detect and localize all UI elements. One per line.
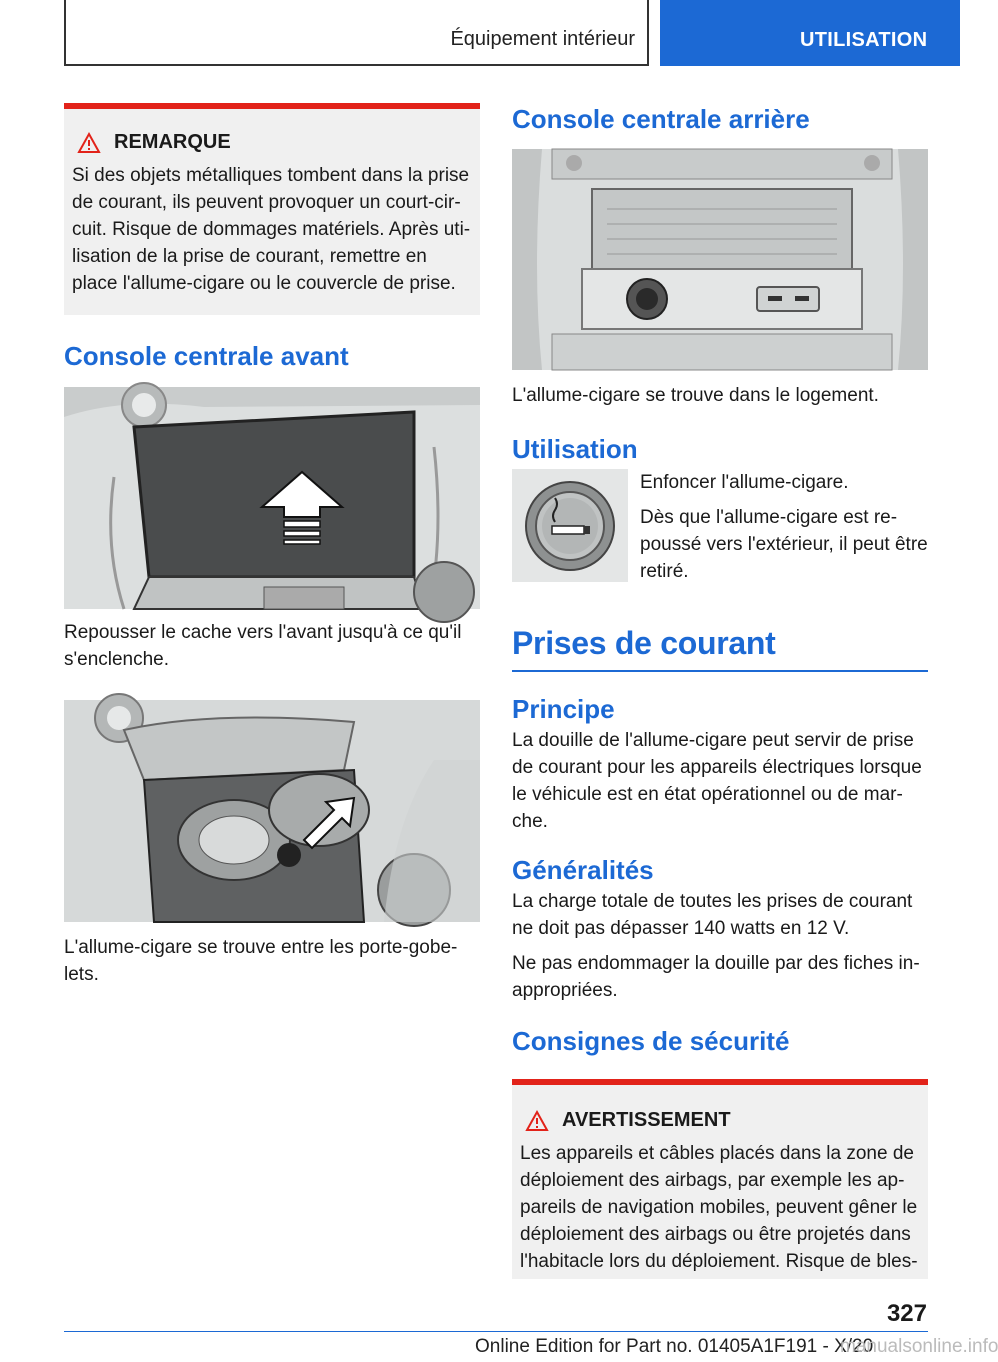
warning-header bbox=[520, 1109, 920, 1132]
left-column bbox=[64, 103, 480, 988]
warning-title: AVERTISSEMENT bbox=[562, 1109, 731, 1131]
usage-line: Dès que l'allume-cigare est re‐ bbox=[640, 507, 898, 528]
note-box bbox=[64, 103, 480, 315]
warning-line: déploiement des airbags ou être projetés dans bbox=[520, 1224, 911, 1245]
warning-text bbox=[520, 1140, 920, 1275]
lighter-image bbox=[512, 469, 628, 582]
usage-text bbox=[640, 469, 928, 585]
principle-line: La douille de l'allume-cigare peut servir de prise bbox=[512, 730, 914, 751]
heading-rule bbox=[512, 670, 928, 672]
note-line: cuit. Risque de dommages matériels. Après uti‐ bbox=[72, 219, 471, 240]
warning-line: Les appareils et câbles placés dans la zone de bbox=[520, 1143, 914, 1164]
sockets-heading: Prises de courant bbox=[512, 625, 776, 661]
note-text bbox=[72, 162, 472, 297]
front-console-cupholder-image bbox=[64, 700, 480, 922]
general-heading: Généralités bbox=[512, 855, 654, 885]
note-title: REMARQUE bbox=[114, 131, 231, 153]
header-section-box bbox=[64, 0, 649, 66]
page-number: 327 bbox=[886, 1300, 927, 1327]
general-line: Ne pas endommager la douille par des fiches in‐ bbox=[512, 953, 920, 974]
general-text-1 bbox=[512, 888, 928, 942]
warning-line: l'habitacle lors du déploiement. Risque de bles‐ bbox=[520, 1251, 918, 1272]
general-line: appropriées. bbox=[512, 980, 618, 1001]
principle-heading: Principe bbox=[512, 694, 615, 724]
note-line: Si des objets métalliques tombent dans la prise bbox=[72, 165, 470, 186]
cupholder-illustration bbox=[64, 700, 480, 922]
caption-line: s'enclenche. bbox=[64, 649, 170, 670]
cigarette-lighter-icon bbox=[522, 478, 618, 574]
footer-edition: Online Edition for Part no. 01405A1F191 - X/20 bbox=[475, 1336, 874, 1357]
footer-watermark: manualsonline.info bbox=[840, 1336, 998, 1357]
principle-line: de courant pour les appareils électriques lorsque bbox=[512, 757, 922, 778]
caption-line: Repousser le cache vers l'avant jusqu'à ce qu'il bbox=[64, 622, 462, 643]
front-console-cover-image bbox=[64, 387, 480, 609]
rear-console-heading: Console centrale arrière bbox=[512, 104, 810, 134]
principle-line: le véhicule est en état opérationnel ou de mar‐ bbox=[512, 784, 903, 805]
note-line: lisation de la prise de courant, remettre en bbox=[72, 246, 427, 267]
warning-line: pareils de navigation mobiles, peuvent gêner le bbox=[520, 1197, 918, 1218]
usage-line: poussé vers l'extérieur, il peut être bbox=[640, 534, 928, 555]
warning-triangle-icon bbox=[78, 133, 100, 153]
rear-caption: L'allume-cigare se trouve dans le logement. bbox=[512, 385, 879, 406]
principle-text bbox=[512, 727, 928, 835]
usage-line: retiré. bbox=[640, 561, 689, 582]
usage-block bbox=[512, 469, 928, 585]
footer-rule bbox=[64, 1331, 928, 1332]
usage-line: Enfoncer l'allume-cigare. bbox=[640, 472, 849, 493]
principle-line: che. bbox=[512, 811, 548, 832]
general-line: La charge totale de toutes les prises de courant bbox=[512, 891, 913, 912]
front-console-heading: Console centrale avant bbox=[64, 341, 349, 371]
note-line: place l'allume-cigare ou le couvercle de prise. bbox=[72, 273, 456, 294]
note-line: de courant, ils peuvent provoquer un court-cir‐ bbox=[72, 192, 461, 213]
console-cover-illustration bbox=[64, 387, 480, 609]
caption-line: L'allume-cigare se trouve entre les porte-gobe‐ bbox=[64, 937, 458, 958]
right-column bbox=[512, 104, 928, 1279]
usage-heading: Utilisation bbox=[512, 434, 638, 464]
header-chapter-title: UTILISATION bbox=[800, 29, 928, 51]
front-caption-2 bbox=[64, 934, 480, 988]
rear-console-illustration bbox=[512, 149, 928, 370]
note-header bbox=[72, 131, 472, 154]
header-section-title: Équipement intérieur bbox=[450, 28, 635, 50]
caption-line: lets. bbox=[64, 964, 99, 985]
warning-box bbox=[512, 1079, 928, 1279]
rear-console-image bbox=[512, 149, 928, 370]
general-line: ne doit pas dépasser 140 watts en 12 V. bbox=[512, 918, 850, 939]
warning-triangle-icon bbox=[526, 1111, 548, 1131]
header-chapter-tab bbox=[660, 0, 960, 66]
safety-heading: Consignes de sécurité bbox=[512, 1026, 790, 1056]
front-caption-1 bbox=[64, 619, 480, 673]
general-text-2 bbox=[512, 950, 928, 1004]
warning-line: déploiement des airbags, par exemple les ap‐ bbox=[520, 1170, 905, 1191]
